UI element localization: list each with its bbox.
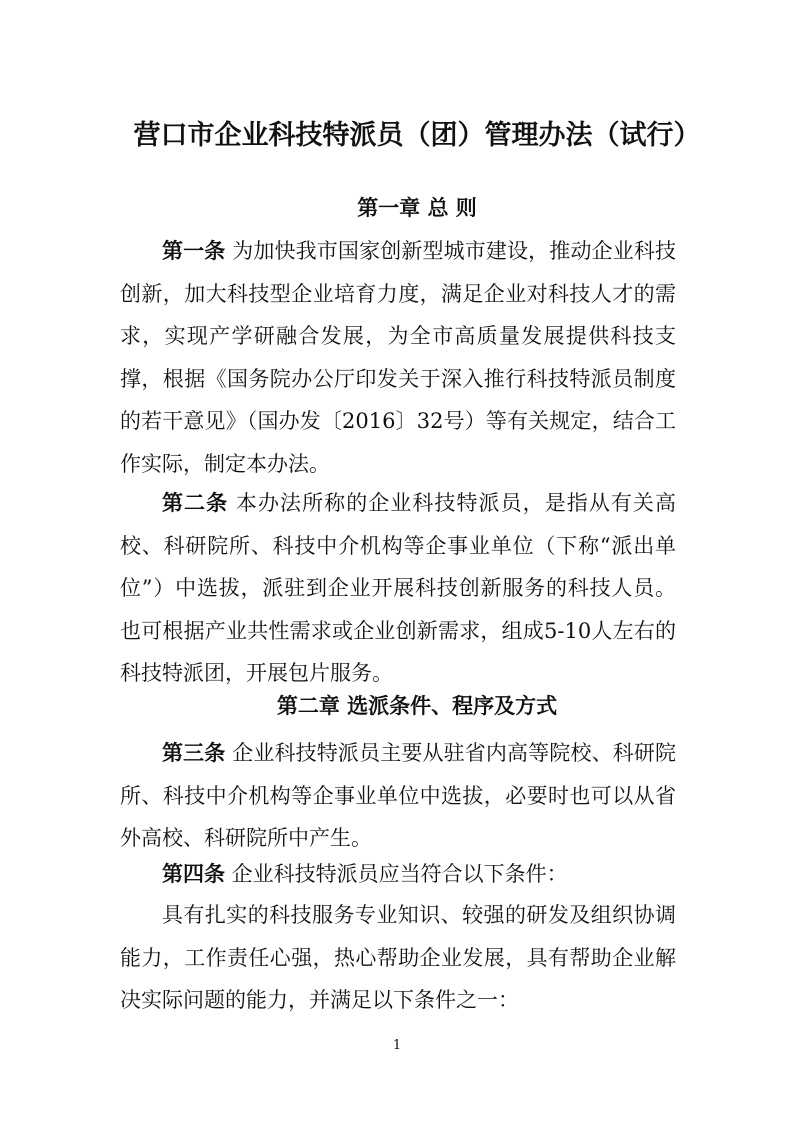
conditions-text: 具有扎实的科技服务专业知识、较强的研发及组织协调能力，工作责任心强，热心帮助企业发展，具有帮助企业解决实际问题的能力，并满足以下条件之一： [120,903,676,1013]
article-2-paragraph [120,482,676,695]
document-title: 营口市企业科技特派员（团）管理办法（试行） [133,120,701,151]
chapter-heading-1: 第一章 总 则 [357,195,477,220]
article-3-paragraph [120,732,676,860]
conditions-paragraph [120,894,676,1022]
article-4-paragraph [120,853,676,896]
article-3-text: 企业科技特派员主要从驻省内高等院校、科研院所、科技中介机构等企事业单位中选拔，必要时也可以从省外高校、科研院所中产生。 [120,741,676,851]
article-1-label: 第一条 [162,238,226,263]
article-2-text: 本办法所称的企业科技特派员，是指从有关高校、科研院所、科技中介机构等企事业单位（下称“派出单位”）中选拔，派驻到企业开展科技创新服务的科技人员。也可根据产业共性需求或企业创新需求，组成5-10人左右的科技特派团，开展包片服务。 [120,491,676,686]
article-2-label: 第二条 [162,490,229,515]
article-4-text: 企业科技特派员应当符合以下条件： [225,862,568,886]
page-number: 1 [392,1038,402,1053]
article-4-label: 第四条 [162,861,225,886]
article-1-paragraph [120,230,676,486]
article-3-label: 第三条 [162,740,226,765]
chapter-heading-2: 第二章 选派条件、程序及方式 [276,693,558,718]
article-1-text: 为加快我市国家创新型城市建设，推动企业科技创新，加大科技型企业培育力度，满足企业对科技人才的需求，实现产学研融合发展，为全市高质量发展提供科技支撑，根据《国务院办公厅印发关于深入推行科技特派员制度的若干意见》（国办发〔2016〕32号）等有关规定，结合工作实际，制定本办法。 [120,239,676,476]
